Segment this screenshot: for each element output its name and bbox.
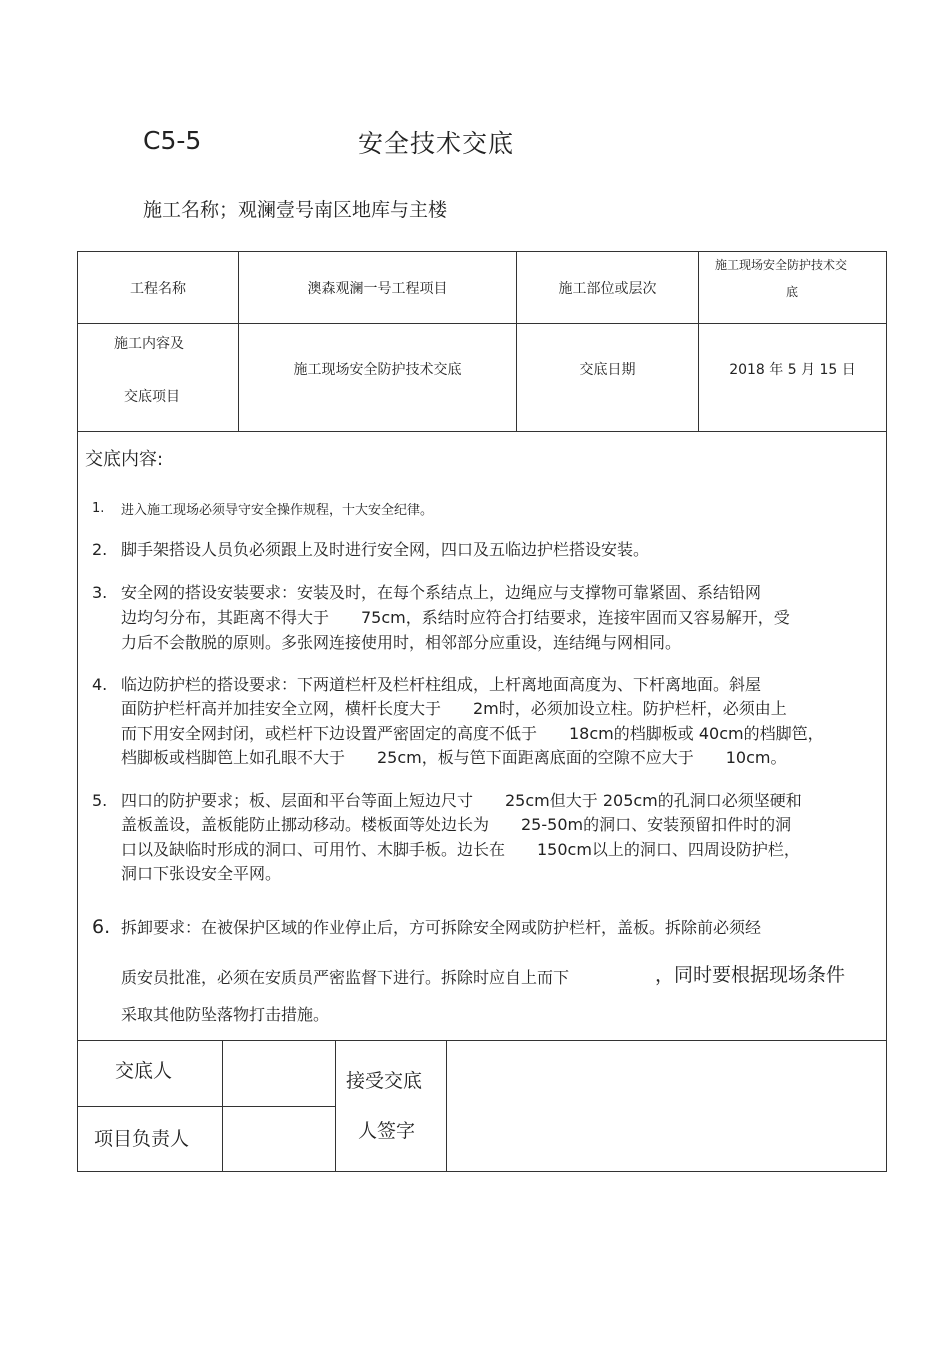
item-line: 质安员批准，必须在安质员严密监督下进行。拆除时应自上而下 bbox=[121, 968, 570, 987]
project-manager-signature-field[interactable] bbox=[224, 1108, 334, 1170]
construction-part-value-line2: 底 bbox=[786, 285, 799, 299]
work-content-label-line1: 施工内容及 bbox=[114, 336, 184, 352]
item-number: 1. bbox=[92, 501, 105, 516]
item-line: 进入施工现场必须导守安全操作规程，十大安全纪律。 bbox=[121, 503, 434, 518]
project-manager-label: 项目负责人 bbox=[94, 1128, 190, 1150]
item-number: 5. bbox=[92, 791, 108, 810]
discloser-signature-field[interactable] bbox=[224, 1042, 334, 1105]
item-line: 而下用安全网封闭，或栏杆下边设置严密固定的高度不低于 18cm的档脚板或 40cm的档脚笆， bbox=[121, 724, 824, 743]
construction-part-label: 施工部位或层次 bbox=[558, 280, 657, 297]
item-line: 档脚板或档脚笆上如孔眼不大于 25cm，板与笆下面距离底面的空隙不应大于 10cm。 bbox=[121, 748, 787, 767]
item-line: 采取其他防坠落物打击措施。 bbox=[121, 1005, 330, 1024]
item-number: 2. bbox=[92, 540, 108, 559]
document-code: C5-5 bbox=[143, 126, 202, 155]
disclosure-date-value: 2018 年 5 月 15 日 bbox=[729, 362, 856, 378]
construction-part-value-line1: 施工现场安全防护技术交 bbox=[715, 258, 848, 272]
discloser-label: 交底人 bbox=[115, 1060, 173, 1082]
item-line: ，同时要根据现场条件 bbox=[655, 964, 846, 986]
item-line: 口以及缺临时形成的洞口、可用竹、木脚手板。边长在 150cm以上的洞口、四周设防护栏， bbox=[121, 840, 800, 859]
item-number: 4. bbox=[92, 675, 108, 694]
project-name-label: 工程名称 bbox=[130, 280, 186, 297]
item-line: 拆卸要求：在被保护区域的作业停止后，方可拆除安全网或防护栏杆，盖板。拆除前必须经 bbox=[121, 918, 762, 937]
item-line: 面防护栏杆高并加挂安全立网，横杆长度大于 2m时，必须加设立柱。防护栏杆，必须由上 bbox=[121, 699, 787, 718]
document-title: 安全技术交底 bbox=[358, 129, 515, 158]
receiver-label-line1: 接受交底 bbox=[346, 1070, 423, 1092]
work-content-label-line2: 交底项目 bbox=[124, 389, 180, 405]
item-line: 安全网的搭设安装要求：安装及时，在每个系结点上，边绳应与支撑物可靠紧固、系结铅网 bbox=[121, 583, 762, 602]
content-heading: 交底内容: bbox=[85, 449, 164, 470]
item-number: 3. bbox=[92, 583, 108, 602]
item-line: 边均匀分布，其距离不得大于 75cm，系结时应符合打结要求，连接牢固而又容易解开，受 bbox=[121, 608, 790, 627]
disclosure-date-label: 交底日期 bbox=[579, 362, 636, 378]
project-name-value: 澳森观澜一号工程项目 bbox=[307, 280, 448, 297]
item-line: 盖板盖设，盖板能防止挪动移动。楼板面等处边长为 25-50m的洞口、安装预留扣件时的洞 bbox=[121, 815, 792, 834]
receiver-signature-field[interactable] bbox=[448, 1042, 885, 1170]
item-line: 洞口下张设安全平网。 bbox=[121, 864, 282, 883]
receiver-label-line2: 人签字 bbox=[358, 1120, 416, 1142]
item-line: 力后不会散脱的原则。多张网连接使用时，相邻部分应重设，连结绳与网相同。 bbox=[121, 633, 682, 652]
item-number: 6. bbox=[92, 916, 111, 938]
work-content-value: 施工现场安全防护技术交底 bbox=[293, 362, 462, 378]
item-line: 临边防护栏的搭设要求：下两道栏杆及栏杆柱组成，上杆离地面高度为、下杆离地面。斜屋 bbox=[121, 675, 762, 694]
construction-name: 施工名称；观澜壹号南区地库与主楼 bbox=[143, 199, 448, 221]
item-line: 脚手架搭设人员负必须跟上及时进行安全网，四口及五临边护栏搭设安装。 bbox=[121, 540, 650, 559]
item-line: 四口的防护要求；板、层面和平台等面上短边尺寸 25cm但大于 205cm的孔洞口必须坚硬和 bbox=[121, 791, 802, 810]
